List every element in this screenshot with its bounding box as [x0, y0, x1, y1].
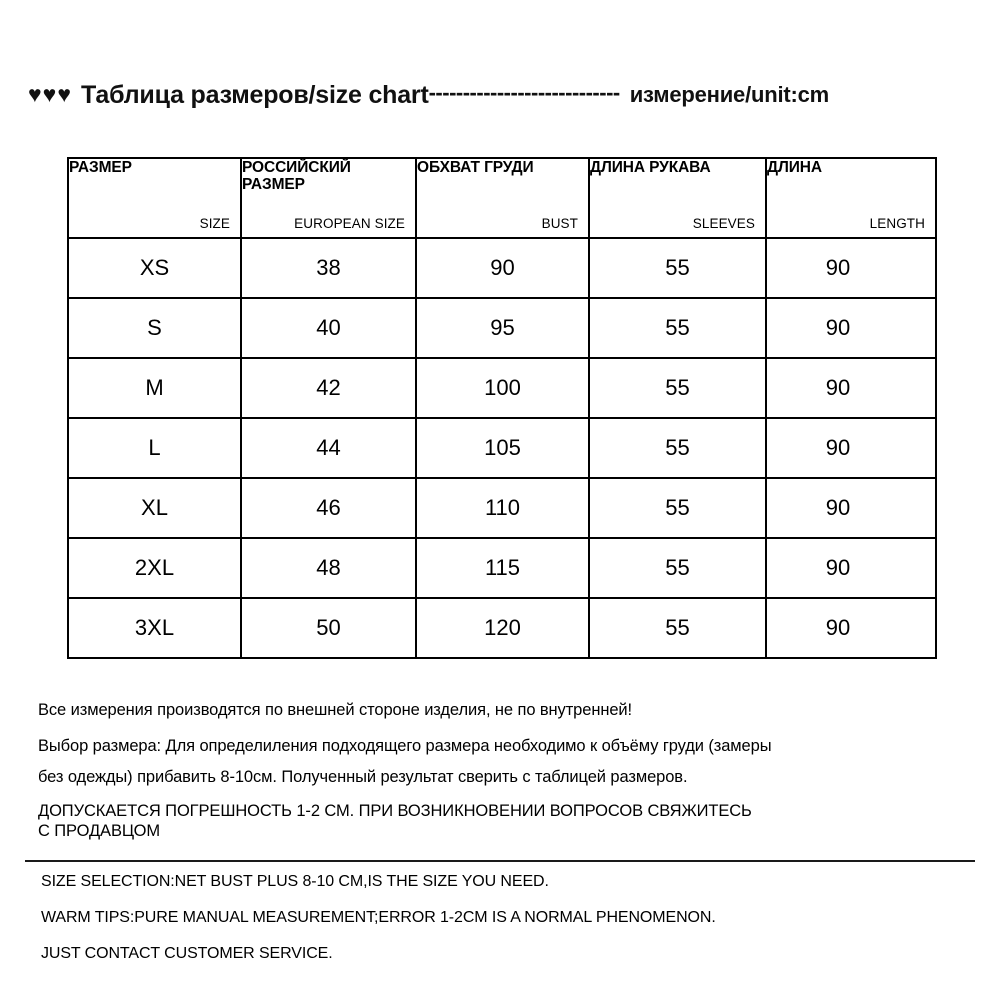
cell-european: 46: [241, 478, 416, 538]
note-tolerance-line1: ДОПУСКАЕТСЯ ПОГРЕШНОСТЬ 1-2 СМ. ПРИ ВОЗНИКНОВЕНИИ ВОПРОСОВ СВЯЖИТЕСЬ: [38, 801, 752, 820]
cell-bust: 90: [416, 238, 589, 298]
table-row: [68, 538, 936, 598]
cell-bust: 95: [416, 298, 589, 358]
page-title: Таблица размеров/size chart: [80, 80, 429, 109]
cell-length: 90: [766, 478, 936, 538]
cell-size: S: [68, 298, 241, 358]
column-header-size-en: SIZE: [199, 216, 230, 231]
note-size-selection-line1: Выбор размера: Для определиления подходящего размера необходимо к объёму груди (замеры: [38, 737, 772, 756]
cell-european: 48: [241, 538, 416, 598]
footer-warm-tips: WARM TIPS:PURE MANUAL MEASUREMENT;ERROR 1-2CM IS A NORMAL PHENOMENON.: [41, 908, 716, 926]
column-header-european-size-ru: РОССИЙСКИЙ РАЗМЕР: [242, 159, 351, 194]
notes-section: [38, 702, 948, 841]
footer-size-selection: SIZE SELECTION:NET BUST PLUS 8-10 CM,IS THE SIZE YOU NEED.: [41, 873, 549, 890]
cell-length: 90: [766, 358, 936, 418]
cell-length: 90: [766, 418, 936, 478]
section-divider: [25, 860, 975, 862]
column-header-sleeves: [589, 158, 766, 238]
chart-title-row: [28, 78, 980, 112]
cell-european: 42: [241, 358, 416, 418]
cell-sleeves: 55: [589, 298, 766, 358]
table-row: [68, 478, 936, 538]
column-header-length: [766, 158, 936, 238]
table-row: [68, 238, 936, 298]
cell-european: 40: [241, 298, 416, 358]
cell-size: 2XL: [68, 538, 241, 598]
table-row: [68, 298, 936, 358]
table-row: [68, 598, 936, 658]
column-header-european-size: [241, 158, 416, 238]
column-header-bust: [416, 158, 589, 238]
table-body: [68, 238, 936, 658]
column-header-size-ru: РАЗМЕР: [69, 159, 132, 176]
cell-length: 90: [766, 538, 936, 598]
column-header-sleeves-en: SLEEVES: [692, 216, 755, 231]
cell-sleeves: 55: [589, 538, 766, 598]
cell-sleeves: 55: [589, 418, 766, 478]
heart-icon-group: ♥♥♥: [28, 80, 72, 107]
cell-bust: 100: [416, 358, 589, 418]
note-size-selection-line2: без одежды) прибавить 8-10см. Полученный результат сверить с таблицей размеров.: [38, 767, 688, 786]
cell-sleeves: 55: [589, 358, 766, 418]
cell-length: 90: [766, 298, 936, 358]
column-header-size: [68, 158, 241, 238]
cell-european: 44: [241, 418, 416, 478]
column-header-sleeves-ru: ДЛИНА РУКАВА: [590, 159, 711, 176]
footer-section: [41, 874, 971, 962]
column-header-bust-en: BUST: [541, 216, 578, 231]
cell-length: 90: [766, 598, 936, 658]
footer-customer-service: JUST CONTACT CUSTOMER SERVICE.: [41, 944, 333, 962]
column-header-european-size-en: EUROPEAN SIZE: [294, 216, 405, 231]
cell-european: 50: [241, 598, 416, 658]
cell-bust: 120: [416, 598, 589, 658]
unit-label: измерение/unit:cm: [629, 82, 830, 107]
cell-bust: 110: [416, 478, 589, 538]
cell-length: 90: [766, 238, 936, 298]
title-dashed-rule: ----------------------------: [428, 80, 620, 105]
note-external-measurement: Все измерения производятся по внешней стороне изделия, не по внутренней!: [38, 701, 633, 719]
table-row: [68, 418, 936, 478]
size-chart-table: [67, 157, 937, 659]
cell-bust: 115: [416, 538, 589, 598]
cell-bust: 105: [416, 418, 589, 478]
table-row: [68, 358, 936, 418]
column-header-length-ru: ДЛИНА: [767, 159, 822, 176]
column-header-bust-ru: ОБХВАТ ГРУДИ: [417, 159, 534, 176]
column-header-length-en: LENGTH: [869, 216, 925, 231]
cell-size: XS: [68, 238, 241, 298]
cell-size: XL: [68, 478, 241, 538]
cell-size: 3XL: [68, 598, 241, 658]
table-header-row: [68, 158, 936, 238]
cell-european: 38: [241, 238, 416, 298]
cell-sleeves: 55: [589, 238, 766, 298]
cell-size: L: [68, 418, 241, 478]
cell-size: M: [68, 358, 241, 418]
cell-sleeves: 55: [589, 598, 766, 658]
note-tolerance-line2: С ПРОДАВЦОМ: [38, 822, 160, 841]
cell-sleeves: 55: [589, 478, 766, 538]
